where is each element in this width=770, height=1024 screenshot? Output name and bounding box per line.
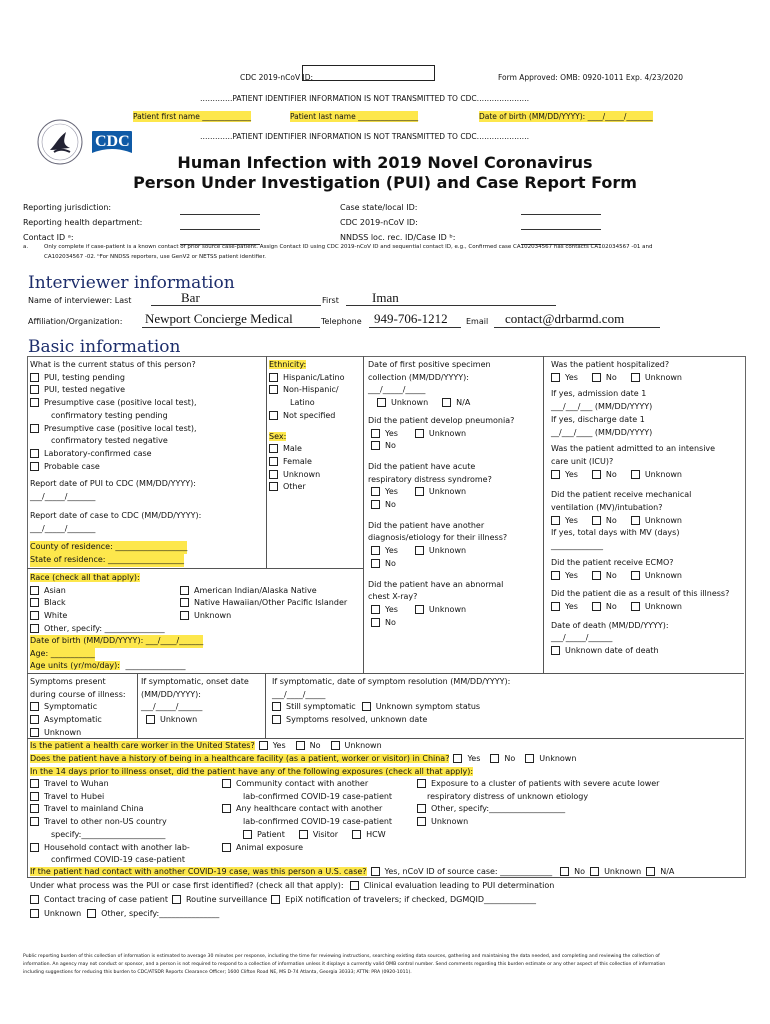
exposure-option-cont: lab-confirmed COVID-19 case-patient xyxy=(243,791,393,801)
exposure-option-cont: respiratory distress of unknown etiology xyxy=(427,791,589,801)
interviewer-first-value[interactable]: Iman xyxy=(372,290,399,305)
symptomatic-checkbox[interactable] xyxy=(30,702,39,711)
footnote-a: a. xyxy=(23,244,29,250)
onset-label-2: (MM/DD/YYYY): xyxy=(141,689,201,699)
unknown-status-checkbox[interactable] xyxy=(362,702,371,711)
report-pui-label: Report date of PUI to CDC (MM/DD/YYYY): xyxy=(30,479,196,488)
hcw-yes-checkbox[interactable] xyxy=(259,741,268,750)
hospitalized-question: Was the patient hospitalized? xyxy=(551,360,670,369)
hosp-no-checkbox[interactable] xyxy=(592,373,601,382)
visitor-label: Visitor xyxy=(312,829,339,839)
status-option: Laboratory-confirmed case xyxy=(44,448,152,458)
unknown-status-label: Unknown symptom status xyxy=(375,702,481,712)
no-label: No xyxy=(605,469,617,479)
death-date-field[interactable]: ___/_____/______ xyxy=(551,633,613,643)
pneumonia-question: Did the patient develop pneumonia? xyxy=(368,415,515,425)
status-checkbox[interactable] xyxy=(30,373,39,382)
ecmo-yes-checkbox[interactable] xyxy=(551,571,560,580)
email-value[interactable]: contact@drbarmd.com xyxy=(505,311,625,326)
unknown-label: Unknown xyxy=(428,487,467,497)
china-no-checkbox[interactable] xyxy=(490,754,499,763)
icu-question-2: care unit (ICU)? xyxy=(551,456,614,466)
sex-checkbox[interactable] xyxy=(269,444,278,453)
interviewer-heading: Interviewer information xyxy=(28,273,235,293)
specimen-date-field[interactable]: ___/_____/_____ xyxy=(368,385,426,395)
identifier-notice-2: ………….PATIENT IDENTIFIER INFORMATION IS NOT TRANSMITTED TO CDC………………… xyxy=(200,132,530,141)
dob-field[interactable]: Date of birth (MM/DD/YYYY): ___/____/______ xyxy=(30,635,203,648)
form-title-line1: Human Infection with 2019 Novel Coronavirus xyxy=(177,153,593,172)
specimen-unknown-checkbox[interactable] xyxy=(377,398,386,407)
us-case-no-checkbox[interactable] xyxy=(560,867,569,876)
race-option: Other, specify: _______________ xyxy=(44,623,165,633)
specimen-date-label: Date of first positive specimen xyxy=(368,360,491,369)
status-block xyxy=(30,359,197,473)
sex-checkbox[interactable] xyxy=(269,457,278,466)
symptom-unknown-checkbox[interactable] xyxy=(30,728,39,737)
sex-option: Unknown xyxy=(283,469,321,479)
ecmo-unknown-checkbox[interactable] xyxy=(631,571,640,580)
yes-label: Yes xyxy=(385,487,398,497)
no-label: No xyxy=(504,754,516,763)
xray-question-2: chest X-ray? xyxy=(368,592,418,602)
yes-label: Yes xyxy=(467,754,481,763)
xray-question: Did the patient have an abnormal xyxy=(368,579,504,589)
exposure-specify-field[interactable]: specify:_____________________ xyxy=(51,829,166,839)
us-case-na-checkbox[interactable] xyxy=(646,867,655,876)
no-label: No xyxy=(385,558,396,568)
mv-question: Did the patient receive mechanical xyxy=(551,490,692,500)
race-checkbox[interactable] xyxy=(180,586,189,595)
icu-unknown-checkbox[interactable] xyxy=(631,470,640,479)
xray-no-checkbox[interactable] xyxy=(371,618,380,627)
epix-checkbox[interactable] xyxy=(271,895,280,904)
admission-field[interactable]: ___/___/___ (MM/DD/YYYY) xyxy=(551,402,653,412)
status-checkbox[interactable] xyxy=(30,424,39,433)
specimen-na-label: N/A xyxy=(456,398,471,408)
onset-field[interactable]: ___/_____/______ xyxy=(141,702,203,712)
exposure-option: Community contact with another xyxy=(236,779,369,788)
ecmo-no-checkbox[interactable] xyxy=(592,571,601,580)
ethnicity-checkbox[interactable] xyxy=(269,411,278,420)
unknown-label: Unknown xyxy=(539,754,577,763)
yes-label: Yes xyxy=(272,741,286,750)
unknown-label: Unknown xyxy=(428,604,467,614)
pneumonia-unknown-checkbox[interactable] xyxy=(415,429,424,438)
clinical-eval-checkbox[interactable] xyxy=(350,881,359,890)
race-checkbox[interactable] xyxy=(30,598,39,607)
exposure-option: Exposure to a cluster of patients with severe acute lower xyxy=(431,779,660,788)
xray-yes-checkbox[interactable] xyxy=(371,605,380,614)
reporting-jurisdiction-label: Reporting jurisdiction: xyxy=(23,203,112,212)
yes-label: Yes xyxy=(385,428,398,438)
yes-label: Yes xyxy=(565,515,578,525)
affiliation-label: Affiliation/Organization: xyxy=(28,317,123,326)
nndss-id-label: NNDSS loc. rec. ID/Case ID ᵇ: xyxy=(340,233,456,242)
routine-surveillance-checkbox[interactable] xyxy=(172,895,181,904)
patient-first-name-field[interactable]: Patient first name _____________ xyxy=(133,112,251,121)
us-case-unknown-checkbox[interactable] xyxy=(590,867,599,876)
age-units-label: Age units (yr/mo/day): xyxy=(30,661,120,670)
exposure-checkbox[interactable] xyxy=(30,817,39,826)
exposure-option: Travel to Hubei xyxy=(44,791,105,801)
xray-unknown-checkbox[interactable] xyxy=(415,605,424,614)
hcw-question: Is the patient a health care worker in the United States? xyxy=(30,741,255,750)
mv-unknown-checkbox[interactable] xyxy=(631,516,640,525)
cdc-logo-icon: CDC xyxy=(92,131,132,161)
ethnicity-checkbox[interactable] xyxy=(269,373,278,382)
identifier-notice: ………….PATIENT IDENTIFIER INFORMATION IS NOT TRANSMITTED TO CDC………………… xyxy=(200,94,530,103)
discharge-label: If yes, discharge date 1 xyxy=(551,414,645,424)
discharge-field[interactable]: __/___/____ (MM/DD/YYYY) xyxy=(551,427,653,437)
exposure-option-cont: lab-confirmed COVID-19 case-patient xyxy=(243,817,393,827)
no-label: No xyxy=(605,372,617,382)
email-label: Email xyxy=(466,317,489,326)
unknown-label: Unknown xyxy=(604,867,642,876)
diagnosis-question: Did the patient have another xyxy=(368,520,485,530)
age-units-field[interactable]: _______________ xyxy=(125,661,186,670)
report-case-label: Report date of case to CDC (MM/DD/YYYY): xyxy=(30,511,202,520)
exposure-option: Travel to mainland China xyxy=(44,804,144,814)
ecmo-question: Did the patient receive ECMO? xyxy=(551,557,674,567)
china-yes-checkbox[interactable] xyxy=(453,754,462,763)
cdc-id-label: CDC 2019-nCoV ID: xyxy=(240,73,314,82)
unknown-label: Unknown xyxy=(644,372,682,382)
ards-question-2: respiratory distress syndrome? xyxy=(368,474,492,484)
exposure-option: Any healthcare contact with another xyxy=(236,804,383,814)
race-checkbox[interactable] xyxy=(180,598,189,607)
yes-label: Yes xyxy=(565,372,578,382)
clinical-eval-label: Clinical evaluation leading to PUI determination xyxy=(363,881,555,890)
no-label: No xyxy=(605,601,617,611)
age-field[interactable]: Age: ___________ xyxy=(30,648,95,661)
reporting-jurisdiction-field[interactable] xyxy=(180,205,260,215)
no-label: No xyxy=(574,867,586,876)
reporting-dept-field[interactable] xyxy=(180,220,260,230)
ethnicity-option: Hispanic/Latino xyxy=(283,372,345,382)
icu-no-checkbox[interactable] xyxy=(592,470,601,479)
unknown-label: Unknown xyxy=(644,469,682,479)
unknown-label: Unknown xyxy=(428,546,467,556)
routine-surveillance-label: Routine surveillance xyxy=(185,895,268,904)
pneumonia-yes-checkbox[interactable] xyxy=(371,429,380,438)
mv-question-2: ventilation (MV)/intubation? xyxy=(551,503,663,513)
exposure-checkbox[interactable] xyxy=(30,843,39,852)
race-checkbox[interactable] xyxy=(180,611,189,620)
death-yes-checkbox[interactable] xyxy=(551,602,560,611)
race-option: Black xyxy=(44,598,66,608)
yes-label: Yes xyxy=(565,469,578,479)
no-label: No xyxy=(605,570,617,580)
unknown-label: Unknown xyxy=(644,570,682,580)
no-label: No xyxy=(385,617,396,627)
hcw-unknown-checkbox[interactable] xyxy=(331,741,340,750)
resolution-label: If symptomatic, date of symptom resolution (MM/DD/YYYY): xyxy=(272,677,511,686)
death-date-unknown-label: Unknown date of death xyxy=(565,646,659,656)
form-title-line2: Person Under Investigation (PUI) and Case Report Form xyxy=(133,173,637,192)
death-date-unknown-checkbox[interactable] xyxy=(551,646,560,655)
burden-statement: Public reporting burden of this collection of information is estimated to average 30 minutes per response, including the time for reviewing instructions, searching existing data sources, gathering and maintaining the data needed, and completing and reviewing the collection of information. An agency may not conduct or sponsor, and a person is not required to respond to a collection of information unless it displays a currently valid OMB control number. Send comments regarding this burden estimate or any other aspect of this collection of information including suggestions for reducing this burden to CDC/ATSDR Reports Clearance Officer; 1600 Clifton Road NE, MS D-74 Atlanta, Georgia 30333; ATTN: PRA (0920-1011). xyxy=(23,954,666,975)
sex-option: Female xyxy=(283,456,312,466)
diagnosis-question-2: diagnosis/etiology for their illness? xyxy=(368,533,508,543)
epix-label: EpiX notification of travelers; if checked, DGMQID_____________ xyxy=(285,895,537,904)
exposure-option: Household contact with another lab- xyxy=(44,842,190,852)
sex-checkbox[interactable] xyxy=(269,482,278,491)
ethnicity-option-cont: Latino xyxy=(290,398,315,408)
yes-label: Yes xyxy=(385,546,398,556)
specimen-na-checkbox[interactable] xyxy=(442,398,451,407)
still-symptomatic-checkbox[interactable] xyxy=(272,702,281,711)
affiliation-value[interactable]: Newport Concierge Medical xyxy=(145,311,293,326)
sex-label: Sex: xyxy=(269,431,287,441)
sex-option: Male xyxy=(283,444,302,454)
exposure-checkbox[interactable] xyxy=(417,817,426,826)
exposure-option: Travel to other non-US country xyxy=(44,817,167,827)
no-label: No xyxy=(385,441,396,451)
unknown-label: Unknown xyxy=(644,515,682,525)
yes-label: Yes xyxy=(565,570,578,580)
race-option: Unknown xyxy=(194,611,232,620)
status-option: Presumptive case (positive local test), xyxy=(44,423,197,433)
cdc-ncov-id-field[interactable] xyxy=(521,220,601,230)
symptoms-label: Symptoms present xyxy=(30,677,106,686)
symptom-option: Unknown xyxy=(44,727,82,737)
race-checkbox[interactable] xyxy=(30,624,39,633)
patient-checkbox[interactable] xyxy=(243,830,252,839)
ards-no-checkbox[interactable] xyxy=(371,500,380,509)
yes-label: Yes xyxy=(565,601,578,611)
status-question: What is the current status of this person? xyxy=(30,360,196,369)
status-option-cont: confirmatory tested negative xyxy=(51,436,168,446)
process-other-checkbox[interactable] xyxy=(87,909,96,918)
unknown-label: Unknown xyxy=(44,909,82,918)
visitor-checkbox[interactable] xyxy=(299,830,308,839)
process-unknown-checkbox[interactable] xyxy=(30,909,39,918)
exposure-option-cont: confirmed COVID-19 case-patient xyxy=(51,855,185,865)
onset-unknown-checkbox[interactable] xyxy=(146,715,155,724)
interviewer-last-value[interactable]: Bar xyxy=(181,290,200,305)
exposure-checkbox[interactable] xyxy=(222,804,231,813)
hcw-exposure-checkbox[interactable] xyxy=(352,830,361,839)
icu-question: Was the patient admitted to an intensive xyxy=(551,444,716,454)
exposure-checkbox[interactable] xyxy=(417,779,426,788)
na-label: N/A xyxy=(660,867,675,876)
death-unknown-checkbox[interactable] xyxy=(631,602,640,611)
us-case-question: If the patient had contact with another COVID-19 case, was this person a U.S. case? xyxy=(30,867,367,876)
specimen-unknown-label: Unknown xyxy=(391,398,429,408)
basic-info-heading: Basic information xyxy=(28,337,181,357)
county-field[interactable]: County of residence: __________________ xyxy=(30,541,187,554)
china-facility-question: Does the patient have a history of being in a healthcare facility (as a patient, worker or visitor) in China? xyxy=(30,754,450,763)
us-case-yes-label: Yes, nCoV ID of source case: _____________ xyxy=(384,867,553,876)
patient-last-name-field[interactable]: Patient last name ________________ xyxy=(290,112,419,121)
us-case-yes-checkbox[interactable] xyxy=(371,867,380,876)
exposure-checkbox[interactable] xyxy=(30,804,39,813)
case-state-id-field[interactable] xyxy=(521,205,601,215)
ethnicity-option: Non-Hispanic/ xyxy=(283,385,339,395)
symptom-option: Asymptomatic xyxy=(44,715,102,725)
race-label: Race (check all that apply): xyxy=(30,573,140,582)
exposure-checkbox[interactable] xyxy=(417,804,426,813)
status-checkbox[interactable] xyxy=(30,449,39,458)
still-symptomatic-label: Still symptomatic xyxy=(286,702,356,712)
symptoms-label-2: during course of illness: xyxy=(30,689,126,699)
cdc-id-input[interactable] xyxy=(302,65,435,81)
status-option: Probable case xyxy=(44,461,100,471)
status-checkbox[interactable] xyxy=(30,398,39,407)
state-field[interactable]: State of residence: ___________________ xyxy=(30,554,184,567)
footnote-text-2: CA102034567 -02. ᵇFor NNDSS reporters, use GenV2 or NETSS patient identifier. xyxy=(44,254,266,260)
status-option-cont: confirmatory testing pending xyxy=(51,410,168,420)
exposure-option: Unknown xyxy=(431,817,469,827)
china-unknown-checkbox[interactable] xyxy=(525,754,534,763)
hosp-yes-checkbox[interactable] xyxy=(551,373,560,382)
ethnicity-checkbox[interactable] xyxy=(269,385,278,394)
status-option: PUI, tested negative xyxy=(44,385,126,395)
report-pui-field[interactable]: ___/_____/_______ xyxy=(30,492,96,501)
admission-label: If yes, admission date 1 xyxy=(551,389,647,399)
status-option: PUI, testing pending xyxy=(44,372,125,382)
race-option: White xyxy=(44,611,68,621)
report-case-field[interactable]: ___/_____/_______ xyxy=(30,524,96,533)
specimen-date-label-2: collection (MM/DD/YYYY): xyxy=(368,372,469,382)
contact-id-label: Contact ID ᵃ: xyxy=(23,233,74,242)
race-checkbox[interactable] xyxy=(30,586,39,595)
yes-label: Yes xyxy=(385,604,398,614)
mv-days-label: If yes, total days with MV (days) xyxy=(551,528,680,538)
unknown-label: Unknown xyxy=(644,601,682,611)
mv-yes-checkbox[interactable] xyxy=(551,516,560,525)
exposure-checkbox[interactable] xyxy=(30,779,39,788)
resolved-unknown-checkbox[interactable] xyxy=(272,715,281,724)
diagnosis-yes-checkbox[interactable] xyxy=(371,546,380,555)
mv-days-field[interactable]: _____________ xyxy=(551,541,603,551)
mv-no-checkbox[interactable] xyxy=(592,516,601,525)
exposure-checkbox[interactable] xyxy=(222,843,231,852)
status-checkbox[interactable] xyxy=(30,462,39,471)
interviewer-last-label: Name of interviewer: Last xyxy=(28,296,132,305)
race-checkbox[interactable] xyxy=(30,611,39,620)
asymptomatic-checkbox[interactable] xyxy=(30,715,39,724)
exposure-option: Travel to Wuhan xyxy=(44,779,109,788)
no-label: No xyxy=(309,741,321,750)
sex-option: Other xyxy=(283,482,306,492)
interviewer-last-line xyxy=(151,296,321,306)
symptom-option: Symptomatic xyxy=(44,702,98,712)
process-other-label: Other, specify:_______________ xyxy=(101,909,220,918)
resolution-field[interactable]: ___/____/_____ xyxy=(272,689,326,699)
reporting-dept-label: Reporting health department: xyxy=(23,218,143,227)
footnote-text-1: Only complete if case-patient is a known contact of prior source case-patient. Assign Contact ID using CDC 2019-nCoV ID and sequential contact ID, e.g., Confirmed case CA102034567 has contacts CA102034567 -01 and xyxy=(44,244,653,250)
unknown-label: Unknown xyxy=(428,428,467,438)
race-option: Native Hawaiian/Other Pacific Islander xyxy=(194,598,348,608)
telephone-label: Telephone xyxy=(321,317,362,326)
interviewer-first-label: First xyxy=(322,296,339,305)
sex-checkbox[interactable] xyxy=(269,470,278,479)
omb-text: Form Approved: OMB: 0920-1011 Exp. 4/23/2020 xyxy=(498,73,684,82)
status-checkbox[interactable] xyxy=(30,385,39,394)
race-option: American Indian/Alaska Native xyxy=(194,585,317,595)
cdc-ncov-id-label: CDC 2019-nCoV ID: xyxy=(340,218,418,227)
unknown-label: Unknown xyxy=(344,741,382,750)
ethnicity-option: Not specified xyxy=(283,410,336,420)
onset-unknown-label: Unknown xyxy=(160,715,198,725)
telephone-value[interactable]: 949-706-1212 xyxy=(374,311,448,326)
contact-tracing-checkbox[interactable] xyxy=(30,895,39,904)
patient-label: Patient xyxy=(257,829,285,839)
exposure-option: Animal exposure xyxy=(236,842,303,852)
diagnosis-no-checkbox[interactable] xyxy=(371,559,380,568)
diagnosis-unknown-checkbox[interactable] xyxy=(415,546,424,555)
death-question: Did the patient die as a result of this illness? xyxy=(551,589,730,599)
hcw-no-checkbox[interactable] xyxy=(296,741,305,750)
death-no-checkbox[interactable] xyxy=(592,602,601,611)
hosp-unknown-checkbox[interactable] xyxy=(631,373,640,382)
patient-dob-field[interactable]: Date of birth (MM/DD/YYYY): ____/_____/_______ xyxy=(479,112,653,121)
status-option: Presumptive case (positive local test), xyxy=(44,398,197,408)
no-label: No xyxy=(605,515,617,525)
exposure-option: Other, specify:___________________ xyxy=(431,804,566,814)
ards-unknown-checkbox[interactable] xyxy=(415,487,424,496)
icu-yes-checkbox[interactable] xyxy=(551,470,560,479)
case-state-id-label: Case state/local ID: xyxy=(340,203,418,212)
pneumonia-no-checkbox[interactable] xyxy=(371,441,380,450)
death-date-label: Date of death (MM/DD/YYYY): xyxy=(551,620,669,630)
ards-question: Did the patient have acute xyxy=(368,461,476,471)
contact-tracing-label: Contact tracing of case patient xyxy=(44,895,168,904)
ards-yes-checkbox[interactable] xyxy=(371,487,380,496)
ethnicity-label: Ethnicity: xyxy=(269,360,307,369)
no-label: No xyxy=(385,500,396,510)
resolved-unknown-label: Symptoms resolved, unknown date xyxy=(286,715,428,725)
exposure-checkbox[interactable] xyxy=(30,792,39,801)
process-question: Under what process was the PUI or case first identified? (check all that apply): xyxy=(30,881,344,890)
onset-label: If symptomatic, onset date xyxy=(141,677,249,686)
exposure-question: In the 14 days prior to illness onset, did the patient have any of the following exposures (check all that apply): xyxy=(30,767,474,776)
race-option: Asian xyxy=(44,585,66,595)
hcw-label: HCW xyxy=(366,829,386,839)
exposure-checkbox[interactable] xyxy=(222,779,231,788)
